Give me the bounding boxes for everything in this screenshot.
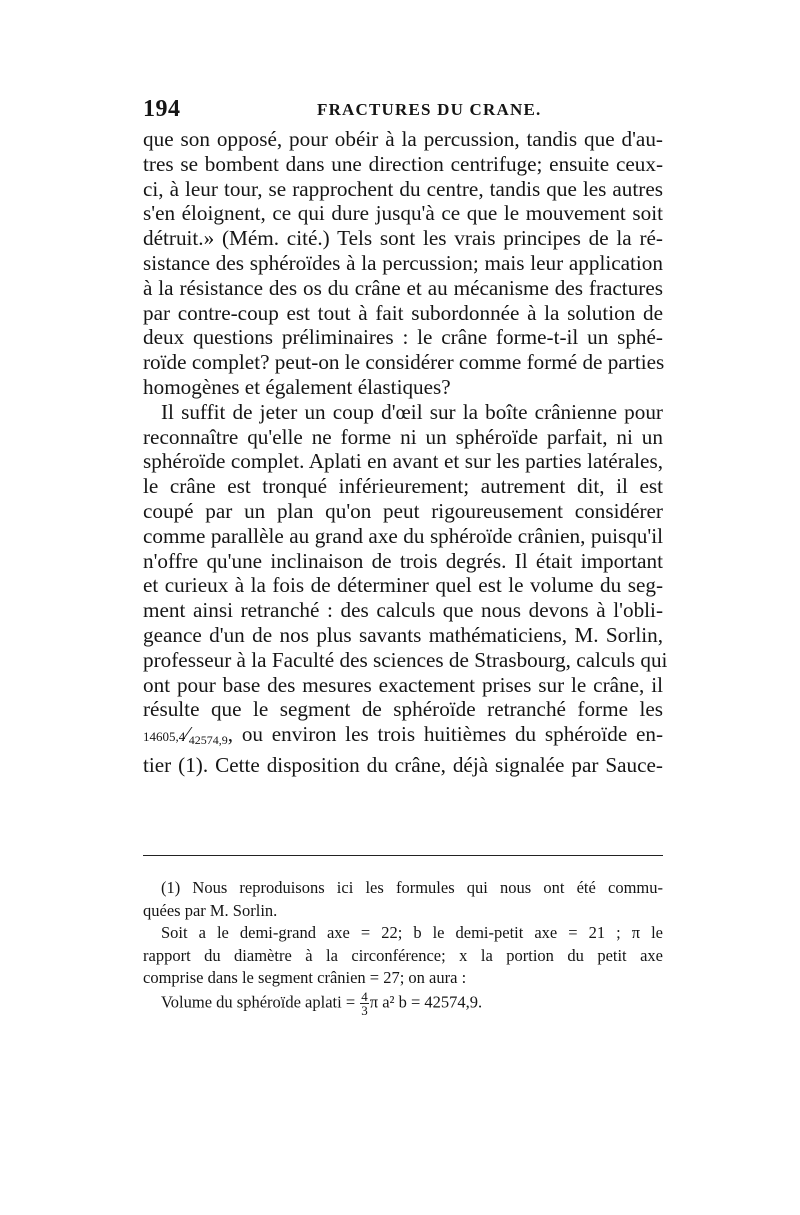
fraction-slash: ⁄ xyxy=(185,722,189,747)
text-line: homogènes et également élastiques? xyxy=(143,374,451,399)
text-line: que son opposé, pour obéir à la percussion, tandis que d'au- xyxy=(143,127,663,151)
text-line: s'en éloignent, ce qui dure jusqu'à ce que le mouvement soit xyxy=(143,201,663,226)
text-line: et curieux à la fois de déterminer quel est le volume du seg- xyxy=(143,573,663,598)
formula-fraction xyxy=(360,990,369,1017)
text-line: roïde complet? peut-on le considérer comme formé de parties xyxy=(143,350,665,375)
footnote-line: comprise dans le segment crânien = 27; on aura : xyxy=(143,968,467,987)
text-line: professeur à la Faculté des sciences de Strasbourg, calculs qui xyxy=(143,647,668,672)
fraction-denominator: 42574,9 xyxy=(188,733,228,748)
text-line: tier (1). Cette disposition du crâne, déjà signalée par Sauce- xyxy=(143,752,663,777)
text-line: détruit.» (Mém. cité.) Tels sont les vrais principes de la ré- xyxy=(143,226,663,251)
text-line: geance d'un de nos plus savants mathématiciens, M. Sorlin, xyxy=(143,622,663,647)
text-line: le crâne est tronqué inférieurement; autrement dit, il est xyxy=(143,474,663,499)
text-line: ment ainsi retranché : des calculs que nous devons à l'obli- xyxy=(143,598,663,623)
text-line: ont pour base des mesures exactement prises sur le crâne, il xyxy=(143,672,663,697)
formula-fraction-numerator: 4 xyxy=(361,988,368,1004)
footnotes xyxy=(143,877,663,1017)
fraction-comma: , xyxy=(227,722,234,747)
formula-suffix: π a² b = 42574,9. xyxy=(369,991,483,1011)
footnote-line: rapport du diamètre à la circonférence; x la portion du petit axe xyxy=(143,945,663,965)
text-line: résulte que le segment de sphéroïde retranché forme les xyxy=(143,697,663,722)
text-line: à la résistance des os du crâne et au mécanisme des fractures xyxy=(143,275,663,300)
paragraph-start-line: Il suffit de jeter un coup d'œil sur la boîte crânienne pour xyxy=(161,399,663,424)
text-line: sistance des sphéroïdes à la percussion; mais leur application xyxy=(143,250,663,275)
text-line: deux questions préliminaires : le crâne forme-t-il un sphé- xyxy=(143,325,663,350)
text-line: sphéroïde complet. Aplati en avant et sur les parties latérales, xyxy=(143,449,663,474)
footnote-line: (1) Nous reproduisons ici les formules qui nous ont été commu- xyxy=(161,878,663,897)
page-header xyxy=(143,96,663,126)
text-line: n'offre qu'une inclinaison de trois degrés. Il était important xyxy=(143,548,663,573)
fraction-line xyxy=(143,722,663,753)
page-number: 194 xyxy=(143,96,181,122)
formula-fraction-denominator: 3 xyxy=(361,1002,368,1018)
formula-prefix: Volume du sphéroïde aplati = xyxy=(161,991,360,1011)
text-line: reconnaître qu'elle ne forme ni un sphéroïde parfait, ni un xyxy=(143,424,663,449)
fraction-numerator: 14605,4 xyxy=(143,729,186,745)
text-line: tres se bombent dans une direction centrifuge; ensuite ceux- xyxy=(143,151,663,176)
body-text xyxy=(143,127,668,778)
footnote-line: Soit a le demi-grand axe = 22; b le demi-petit axe = 21 ; π le xyxy=(161,923,663,942)
volume-formula xyxy=(143,990,663,1017)
running-title: FRACTURES DU CRANE. xyxy=(317,100,542,119)
fraction-line-text: ou environ les trois huitièmes du sphéroïde en- xyxy=(241,722,664,747)
footnote-divider xyxy=(143,855,663,856)
footnote-line: quées par M. Sorlin. xyxy=(143,900,278,920)
text-line: comme parallèle au grand axe du sphéroïde crânien, puisqu'il xyxy=(143,523,663,548)
text-line: par contre-coup est tout à fait subordonnée à la solution de xyxy=(143,300,663,325)
text-line: ci, à leur tour, se rapprochent du centre, tandis que les autres xyxy=(143,176,663,201)
text-line: coupé par un plan qu'on peut rigoureusement considérer xyxy=(143,498,663,523)
